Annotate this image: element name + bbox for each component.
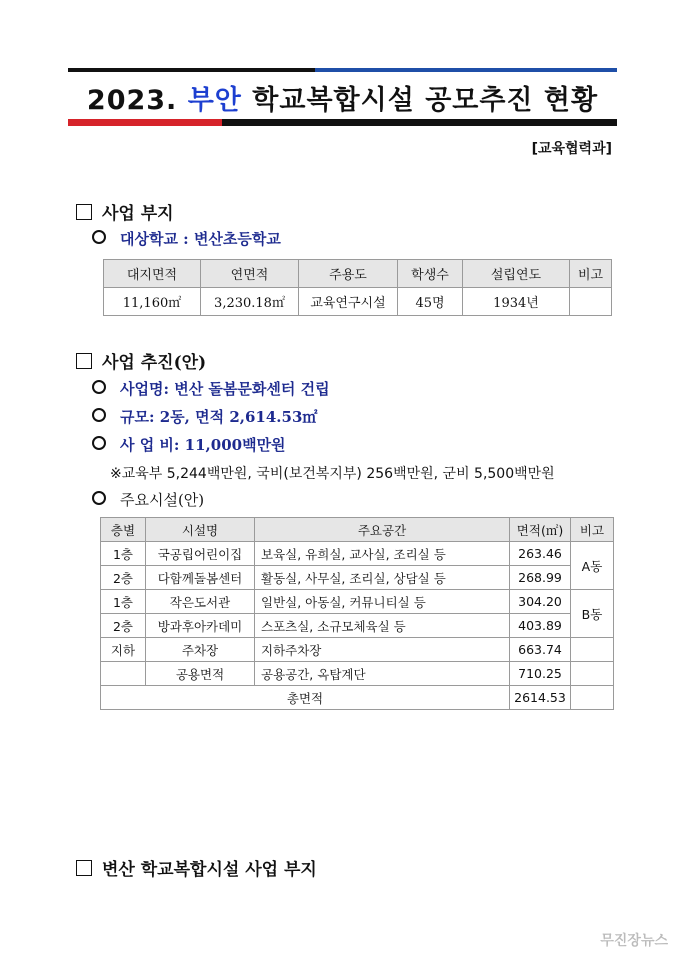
table-cell: 일반실, 아동실, 커뮤니티실 등 xyxy=(255,590,510,614)
plan-item: 사업명: 변산 돌봄문화센터 건립 xyxy=(92,378,330,399)
table-header: 연면적 xyxy=(201,260,299,288)
table-header: 주요공간 xyxy=(255,518,510,542)
circle-bullet-icon xyxy=(92,491,106,505)
department-label: [교육협력과] xyxy=(531,141,612,157)
table-cell: 1934년 xyxy=(463,288,570,316)
table-header: 주용도 xyxy=(299,260,398,288)
section-heading-site-map: 변산 학교복합시설 사업 부지 xyxy=(76,855,317,880)
circle-bullet-icon xyxy=(92,408,106,422)
total-label: 총면적 xyxy=(101,686,510,710)
table-cell: 263.46 xyxy=(510,542,571,566)
table-cell: 2층 xyxy=(101,566,146,590)
table-cell xyxy=(101,662,146,686)
table-cell: 403.89 xyxy=(510,614,571,638)
table-cell: 다함께돌봄센터 xyxy=(146,566,255,590)
table-header: 면적(㎡) xyxy=(510,518,571,542)
watermark-logo: 무진장뉴스 xyxy=(600,933,668,949)
checkbox-square-icon xyxy=(76,860,92,876)
table-header: 대지면적 xyxy=(104,260,201,288)
table-cell: 활동실, 사무실, 조리실, 상담실 등 xyxy=(255,566,510,590)
table-cell: 11,160㎡ xyxy=(104,288,201,316)
table-header: 설립연도 xyxy=(463,260,570,288)
table-cell: 방과후아카데미 xyxy=(146,614,255,638)
table-cell: 268.99 xyxy=(510,566,571,590)
table-row xyxy=(101,614,614,638)
total-value: 2614.53 xyxy=(510,686,571,710)
table-cell: 45명 xyxy=(398,288,463,316)
table-cell: 보육실, 유희실, 교사실, 조리실 등 xyxy=(255,542,510,566)
table-cell: 663.74 xyxy=(510,638,571,662)
table-header: 비고 xyxy=(571,518,614,542)
table-cell: A동 xyxy=(571,542,614,590)
checkbox-square-icon xyxy=(76,204,92,220)
site-table xyxy=(103,259,612,316)
section-heading-plan: 사업 추진(안) xyxy=(76,348,206,373)
table-cell xyxy=(571,638,614,662)
table-row xyxy=(104,288,612,316)
table-cell: 2층 xyxy=(101,614,146,638)
table-cell: 교육연구시설 xyxy=(299,288,398,316)
circle-bullet-icon xyxy=(92,230,106,244)
title-year: 2023. xyxy=(86,85,178,116)
table-cell xyxy=(571,686,614,710)
table-cell: 1층 xyxy=(101,542,146,566)
title-top-bar xyxy=(68,68,617,72)
table-cell: 304.20 xyxy=(510,590,571,614)
table-row xyxy=(101,662,614,686)
table-cell: 국공립어린이집 xyxy=(146,542,255,566)
plan-item: 규모: 2동, 면적 2,614.53㎡ xyxy=(92,406,317,427)
table-cell: 주차장 xyxy=(146,638,255,662)
facilities-label: 주요시설(안) xyxy=(92,489,204,510)
budget-note: ※교육부 5,244백만원, 국비(보건복지부) 256백만원, 군비 5,500백만원 xyxy=(110,466,555,482)
table-cell: 지하주차장 xyxy=(255,638,510,662)
circle-bullet-icon xyxy=(92,380,106,394)
page-title xyxy=(68,78,617,117)
table-row xyxy=(101,566,614,590)
table-header: 학생수 xyxy=(398,260,463,288)
checkbox-square-icon xyxy=(76,353,92,369)
title-banner xyxy=(68,68,617,126)
table-header: 층별 xyxy=(101,518,146,542)
table-cell: 1층 xyxy=(101,590,146,614)
table-cell: 스포츠실, 소규모체육실 등 xyxy=(255,614,510,638)
table-cell: 3,230.18㎡ xyxy=(201,288,299,316)
table-row xyxy=(101,590,614,614)
table-header: 시설명 xyxy=(146,518,255,542)
table-header: 비고 xyxy=(570,260,612,288)
plan-item: 사 업 비: 11,000백만원 xyxy=(92,434,286,455)
table-row xyxy=(101,638,614,662)
table-cell xyxy=(570,288,612,316)
table-cell: 공용공간, 옥탑계단 xyxy=(255,662,510,686)
title-bottom-bar xyxy=(68,119,617,126)
table-cell: 공용면적 xyxy=(146,662,255,686)
target-school: 대상학교 : 변산초등학교 xyxy=(92,228,281,249)
table-cell: 710.25 xyxy=(510,662,571,686)
table-cell: 지하 xyxy=(101,638,146,662)
table-total-row xyxy=(101,686,614,710)
section-heading-site: 사업 부지 xyxy=(76,199,174,224)
title-highlight: 부안 xyxy=(187,85,242,116)
table-cell: 작은도서관 xyxy=(146,590,255,614)
table-cell xyxy=(571,662,614,686)
facilities-table xyxy=(100,517,614,710)
circle-bullet-icon xyxy=(92,436,106,450)
table-row xyxy=(101,542,614,566)
table-cell: B동 xyxy=(571,590,614,638)
title-rest: 학교복합시설 공모추진 현황 xyxy=(252,85,599,116)
